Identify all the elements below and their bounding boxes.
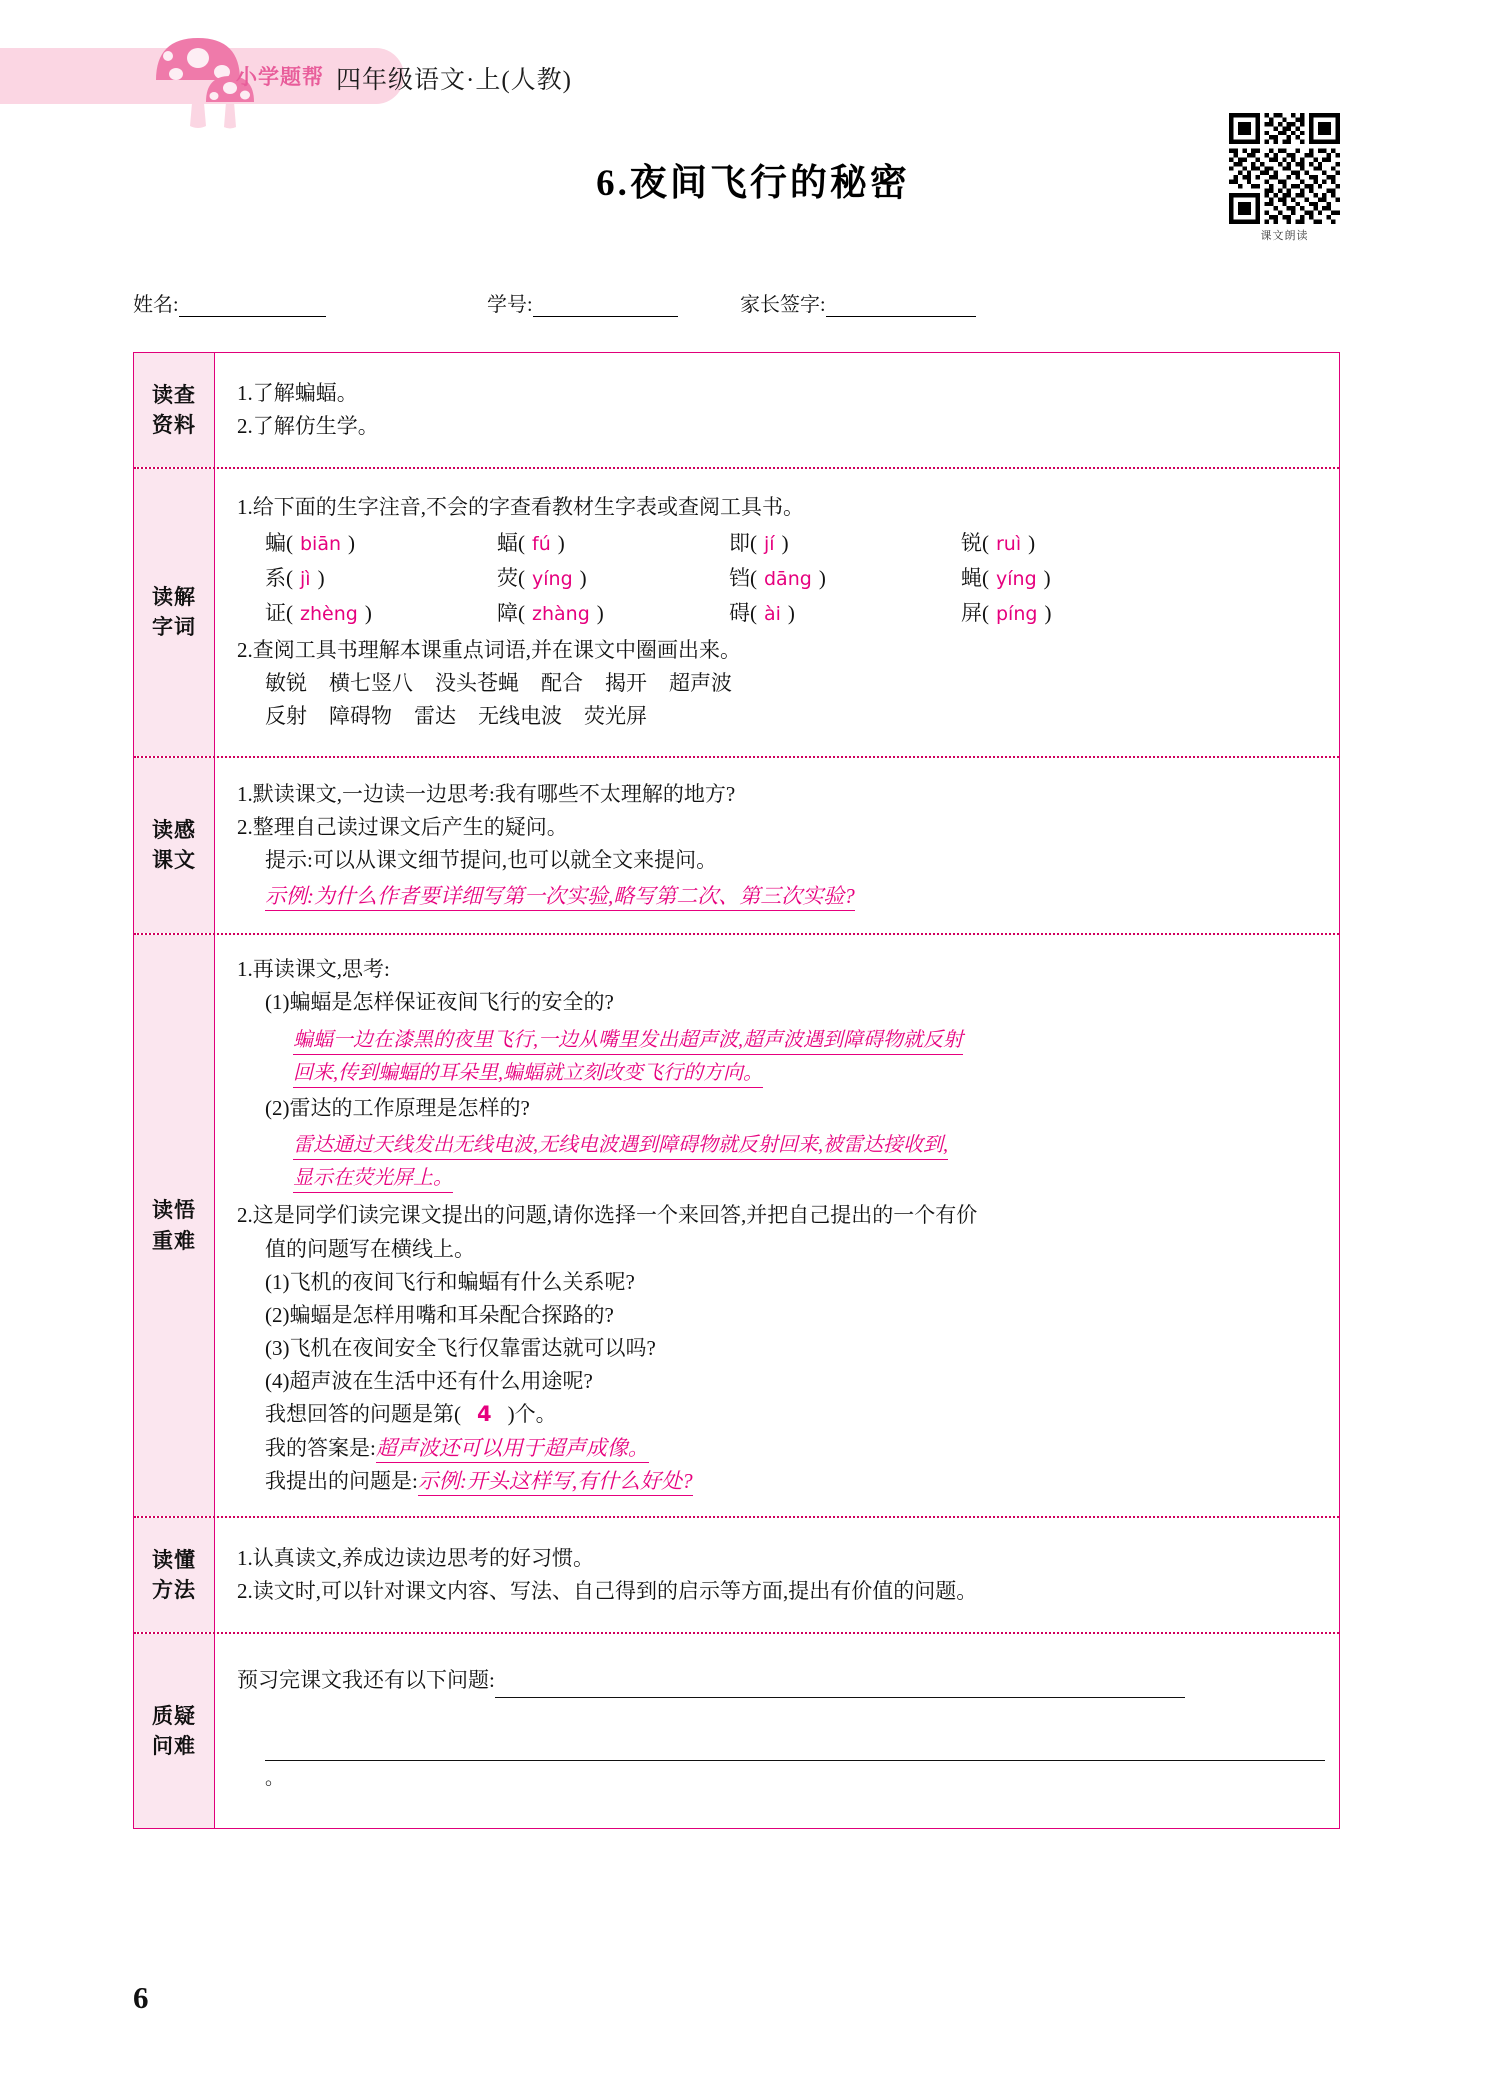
vocab-word: 超声波 [669,671,732,696]
pinyin-cell[interactable]: 系( jì ) [265,565,325,590]
vocab-word: 横七竖八 [329,671,413,696]
vocab-word: 雷达 [414,704,456,729]
vocab-word: 反射 [265,704,307,729]
worksheet-table [133,352,1340,1829]
option-item[interactable]: (2)蝙蝠是怎样用嘴和耳朵配合探路的? [265,1302,614,1327]
row-category-read-research [134,353,215,467]
pinyin-cell[interactable]: 蝠( fú ) [497,530,565,555]
row-content-read-method [215,1518,1339,1632]
page-title: 6.夜间飞行的秘密 [596,163,910,204]
vocab-words-line-1 [237,667,1327,700]
sub-answer-2 [237,1128,1327,1194]
my-answer-label: 我的答案是: [265,1435,376,1460]
page-number: 6 [133,1980,149,2015]
sample-answer: 示例:为什么作者要详细写第一次实验,略写第二次、第三次实验? [265,882,855,911]
student-id-label: 学号: [487,294,533,316]
answer-line: 回来,传到蝙蝠的耳朵里,蝙蝠就立刻改变飞行的方向。 [293,1060,763,1088]
table-row [134,469,1339,757]
pinyin-value: zhàng [532,602,590,625]
row-content-questioning [215,1634,1339,1828]
my-question-row [237,1465,1327,1498]
row-category-read-feel [134,758,215,934]
pinyin-value: ruì [996,532,1022,555]
vocab-q1-prompt: 1.给下面的生字注音,不会的字查看教材生字表或查阅工具书。 [237,495,804,520]
questioning-input-rule-2[interactable] [265,1740,1325,1761]
pinyin-cell[interactable]: 蝙( biān ) [265,530,356,555]
vocab-words-line-2 [237,700,1327,733]
pinyin-value: jì [300,567,311,590]
questioning-input-rule-1[interactable] [495,1677,1185,1698]
table-row [134,353,1339,469]
pinyin-char: 蝇 [961,565,982,590]
category-line-2: 方法 [152,1578,196,1603]
row-content-read-vocabulary [215,469,1339,755]
qr-code-block[interactable] [1229,113,1340,243]
row-content-read-feel [215,758,1339,934]
category-line-2: 字词 [152,615,196,640]
pinyin-char: 铛 [729,565,750,590]
questioning-second-row [237,1728,1327,1794]
option-item[interactable]: (1)飞机的夜间飞行和蝙蝠有什么关系呢? [265,1269,635,1294]
vocab-word: 没头苍蝇 [435,671,519,696]
pinyin-char: 碍 [729,600,750,625]
pinyin-row [237,562,1327,595]
category-line-1: 读懂 [152,1547,196,1572]
sub-question-2: (2)雷达的工作原理是怎样的? [265,1095,530,1120]
my-answer-row [237,1432,1327,1465]
pinyin-cell[interactable]: 荧( yíng ) [497,565,587,590]
name-field-group[interactable] [133,288,326,317]
pinyin-char: 即 [729,530,750,555]
vocab-q2-prompt: 2.查阅工具书理解本课重点词语,并在课文中圈画出来。 [237,638,741,663]
row-category-read-method [134,1518,215,1632]
list-item: 1.认真读文,养成边读边思考的好习惯。 [237,1545,594,1570]
pinyin-cell[interactable]: 证( zhèng ) [265,600,372,625]
hint-text: 提示:可以从课文细节提问,也可以就全文来提问。 [265,847,718,872]
pinyin-cell[interactable]: 碍( ài ) [729,600,795,625]
pinyin-value: yíng [532,567,573,590]
pinyin-cell[interactable]: 铛( dāng ) [729,565,826,590]
pinyin-char: 荧 [497,565,518,590]
pinyin-value: zhèng [300,602,358,625]
parent-signature-label: 家长签字: [740,294,826,316]
name-label: 姓名: [133,294,179,316]
pinyin-value: yíng [996,567,1037,590]
option-item[interactable]: (4)超声波在生活中还有什么用途呢? [265,1369,593,1394]
row-content-read-comprehend [215,935,1339,1516]
vocab-word: 障碍物 [329,704,392,729]
pinyin-row [237,597,1327,630]
category-line-1: 质疑 [152,1703,196,1728]
comprehend-q2-head-line-1: 2.这是同学们读完课文提出的问题,请你选择一个来回答,并把自己提出的一个有价 [237,1203,978,1228]
pinyin-char: 锐 [961,530,982,555]
row-category-read-vocabulary [134,469,215,755]
chosen-question-suffix: )个。 [507,1402,557,1427]
pinyin-cell[interactable]: 障( zhàng ) [497,600,604,625]
table-row [134,1518,1339,1634]
pinyin-cell[interactable]: 锐( ruì ) [961,530,1036,555]
pinyin-row [237,527,1327,560]
grade-title: 四年级语文·上(人教) [336,67,572,94]
sample-answer-wrap [237,880,1327,913]
brand-label: 小学题帮 [236,65,324,89]
student-info-row [133,288,1343,318]
pinyin-char: 蝠 [497,530,518,555]
category-line-1: 读查 [152,382,196,407]
list-item: 2.整理自己读过课文后产生的疑问。 [237,814,568,839]
category-line-2: 重难 [152,1228,196,1253]
pinyin-char: 蝙 [265,530,286,555]
name-input-rule[interactable] [179,297,326,317]
pinyin-char: 证 [265,600,286,625]
row-category-read-comprehend [134,935,215,1516]
category-line-2: 课文 [152,848,196,873]
category-line-2: 问难 [152,1734,196,1759]
category-line-1: 读感 [152,817,196,842]
pinyin-cell[interactable]: 屏( píng ) [961,600,1052,625]
pinyin-value: ài [764,602,781,625]
pinyin-char: 屏 [961,600,982,625]
row-content-read-research [215,353,1339,467]
row-category-questioning [134,1634,215,1828]
pinyin-value: fú [532,532,551,555]
answer-line: 蝙蝠一边在漆黑的夜里飞行,一边从嘴里发出超声波,超声波遇到障碍物就反射 [293,1027,963,1055]
option-item[interactable]: (3)飞机在夜间安全飞行仅靠雷达就可以吗? [265,1336,656,1361]
vocab-word: 敏锐 [265,671,307,696]
list-item: 2.读文时,可以针对课文内容、写法、自己得到的启示等方面,提出有价值的问题。 [237,1579,978,1604]
vocab-word: 配合 [541,671,583,696]
sub-answer-1 [237,1023,1327,1089]
table-row [134,758,1339,936]
pinyin-value: dāng [764,567,812,590]
category-line-1: 读解 [152,585,196,609]
pinyin-value: píng [996,602,1038,625]
vocab-word: 无线电波 [478,704,562,729]
vocab-word: 揭开 [605,671,647,696]
comprehend-q1-head: 1.再读课文,思考: [237,957,390,982]
comprehend-q2-head-line-2: 值的问题写在横线上。 [265,1236,475,1261]
questioning-prompt-row [237,1664,1327,1697]
questioning-prompt: 预习完课文我还有以下问题: [237,1668,495,1693]
answer-line: 显示在荧光屏上。 [293,1165,453,1193]
pinyin-char: 障 [497,600,518,625]
table-row [134,1634,1339,1828]
pinyin-cell[interactable]: 即( jí ) [729,530,789,555]
my-answer-value[interactable]: 超声波还可以用于超声成像。 [376,1434,649,1463]
pinyin-cell[interactable]: 蝇( yíng ) [961,565,1051,590]
list-item: 1.了解蝙蝠。 [237,381,358,405]
my-question-label: 我提出的问题是: [265,1468,418,1493]
chosen-question-value[interactable]: 4 [477,1402,492,1427]
pinyin-char: 系 [265,565,286,590]
pinyin-value: jí [764,532,775,555]
sub-question-1: (1)蝙蝠是怎样保证夜间飞行的安全的? [265,990,614,1015]
parent-signature-field-group[interactable] [740,288,976,317]
trailing-period: 。 [265,1767,285,1789]
category-line-2: 资料 [152,413,196,438]
qr-code-icon[interactable] [1229,113,1340,224]
answer-line: 雷达通过天线发出无线电波,无线电波遇到障碍物就反射回来,被雷达接收到, [293,1132,948,1160]
parent-signature-input-rule[interactable] [826,297,976,317]
category-line-1: 读悟 [152,1198,196,1223]
list-item: 1.默读课文,一边读一边思考:我有哪些不太理解的地方? [237,781,736,806]
qr-caption: 课文朗读 [1260,230,1309,242]
vocab-word: 荧光屏 [584,704,647,729]
table-row [134,935,1339,1518]
student-id-field-group[interactable] [487,288,678,317]
list-item: 2.了解仿生学。 [237,414,379,439]
student-id-input-rule[interactable] [533,297,678,317]
my-question-value[interactable]: 示例:开头这样写,有什么好处? [418,1467,693,1496]
chosen-question-prefix: 我想回答的问题是第( [265,1402,461,1427]
chosen-question-row [237,1398,1327,1431]
pinyin-value: biān [300,532,342,555]
